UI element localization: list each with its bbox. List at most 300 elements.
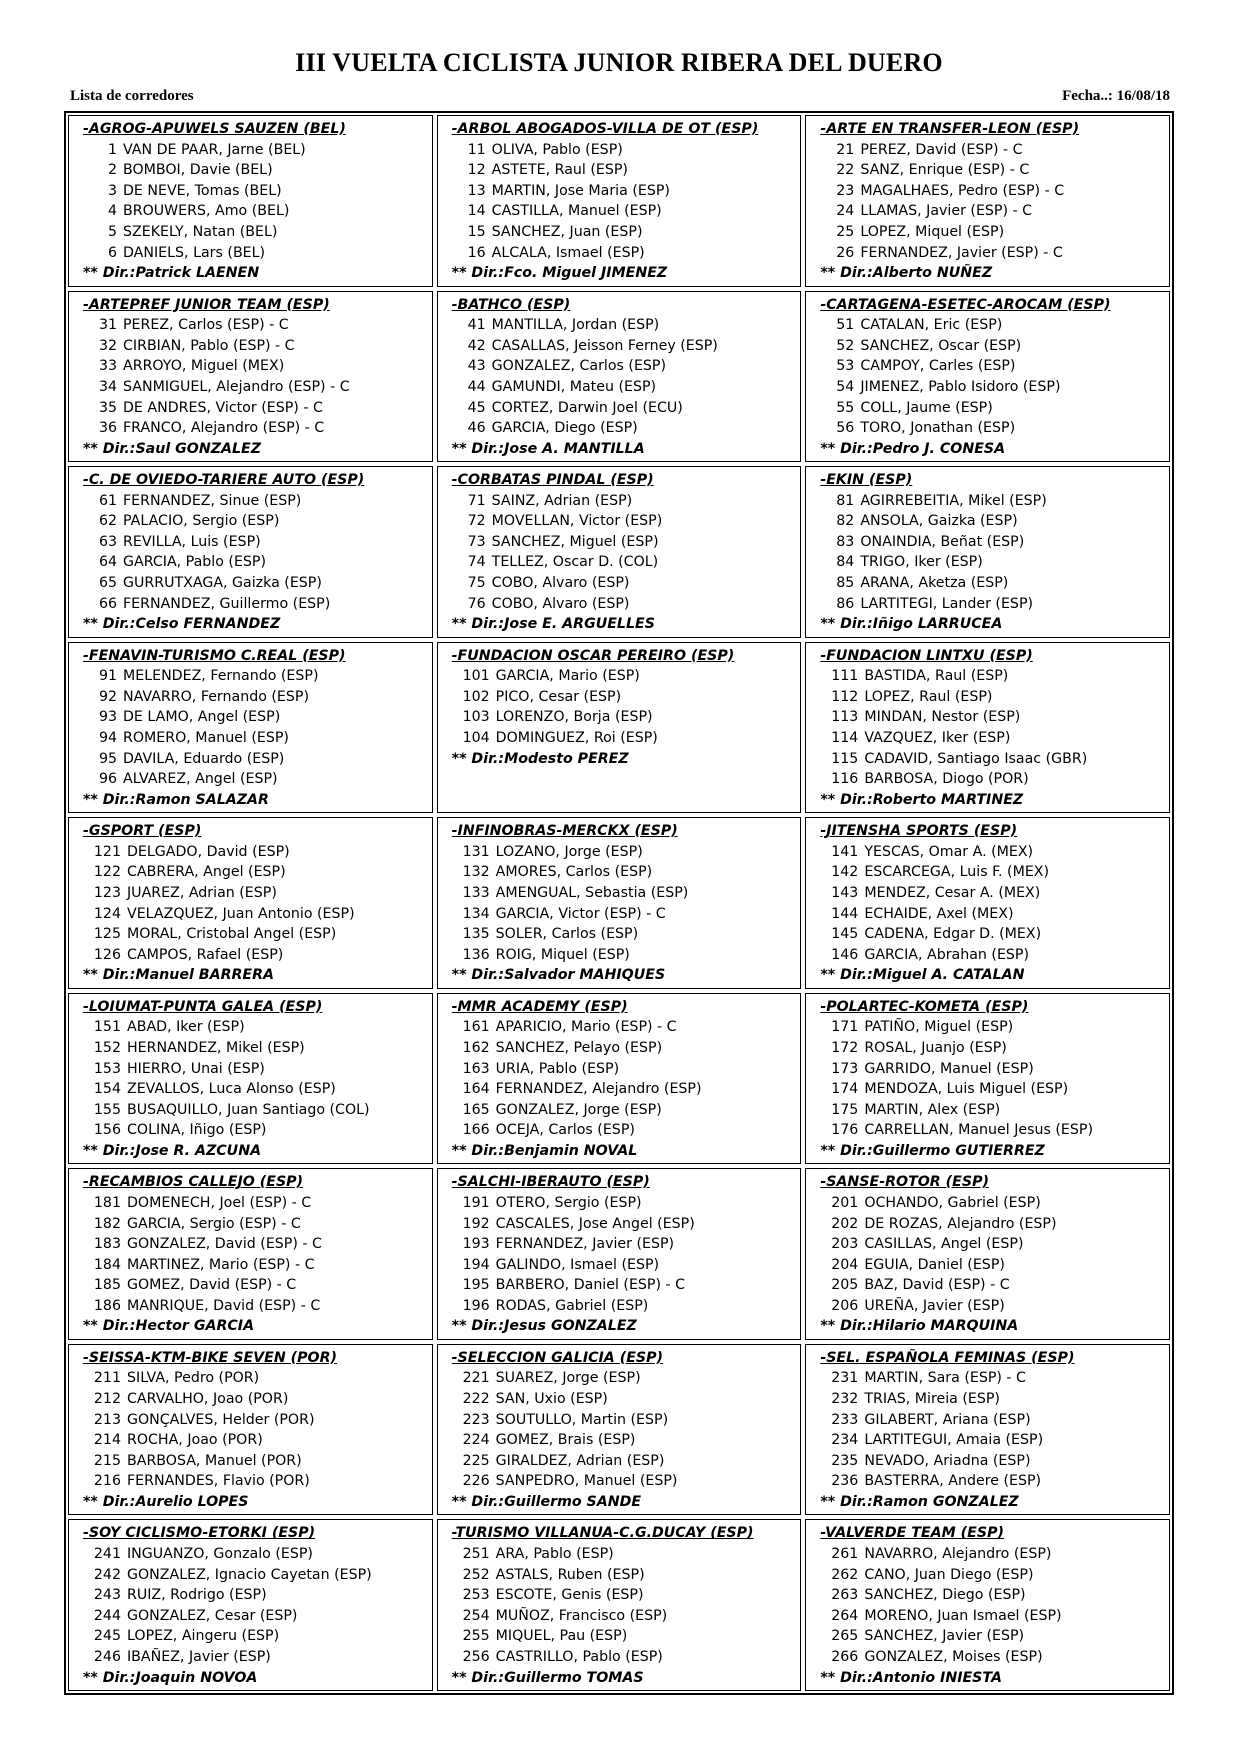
team-name: -INFINOBRAS-MERCKX (ESP) (451, 823, 678, 840)
rider-row (820, 1234, 1165, 1255)
team-block (437, 115, 802, 287)
rider-number: 196 (462, 1297, 490, 1314)
rider-name: ROIG, Miquel (ESP) (495, 946, 630, 963)
rider-number: 233 (831, 1411, 859, 1428)
rider-row (820, 1647, 1165, 1668)
rider-number: 25 (836, 223, 855, 240)
rider-name: ANSOLA, Gaizka (ESP) (860, 513, 1018, 530)
rider-name: TORO, Jonathan (ESP) (860, 420, 1016, 437)
team-name: -CARTAGENA-ESETEC-AROCAM (ESP) (820, 296, 1111, 313)
rider-row (83, 1389, 428, 1410)
rider-row (452, 315, 797, 336)
rider-number: 64 (98, 554, 117, 571)
team-director: ** Dir.:Iñigo LARRUCEA (820, 616, 1003, 633)
rider-name: LARTITEGI, Lander (ESP) (860, 595, 1034, 612)
team-block (437, 466, 802, 638)
team-name: -EKIN (ESP) (820, 472, 913, 489)
rider-number: 194 (462, 1256, 490, 1273)
rider-row (83, 1017, 428, 1038)
rider-number: 104 (462, 730, 490, 747)
team-director: ** Dir.:Ramon GONZALEZ (820, 1494, 1019, 1511)
rider-row (452, 222, 797, 243)
rider-number: 253 (462, 1587, 490, 1604)
rider-name: MIQUEL, Pau (ESP) (495, 1628, 628, 1645)
rider-number: 161 (462, 1019, 490, 1036)
team-block (805, 1519, 1170, 1691)
rider-row (83, 1585, 428, 1606)
rider-row (820, 356, 1165, 377)
rider-name: INGUANZO, Gonzalo (ESP) (127, 1546, 313, 1563)
rider-number: 241 (93, 1546, 121, 1563)
rider-number: 92 (98, 688, 117, 705)
team-name: -SEL. ESPAÑOLA FEMINAS (ESP) (820, 1349, 1075, 1366)
rider-row (820, 1120, 1165, 1141)
rider-row (452, 1120, 797, 1141)
rider-number: 114 (831, 730, 859, 747)
rider-name: GARRIDO, Manuel (ESP) (864, 1060, 1034, 1077)
rider-row (452, 862, 797, 883)
team-block (805, 642, 1170, 814)
rider-row (820, 573, 1165, 594)
rider-name: JUAREZ, Adrian (ESP) (127, 885, 277, 901)
team-director: ** Dir.:Aurelio LOPES (83, 1494, 249, 1511)
rider-row (83, 201, 428, 222)
rider-number: 51 (836, 317, 855, 334)
rider-name: SAN, Uxio (ESP) (495, 1391, 608, 1408)
rider-row (820, 140, 1165, 161)
rider-number: 81 (836, 492, 855, 509)
rider-row (83, 1275, 428, 1296)
rider-name: ASTETE, Raul (ESP) (491, 162, 628, 179)
rider-number: 3 (107, 182, 117, 199)
rider-name: ESCOTE, Genis (ESP) (495, 1587, 644, 1604)
rider-name: ARA, Pablo (ESP) (495, 1546, 614, 1563)
rider-name: HERNANDEZ, Mikel (ESP) (127, 1039, 305, 1056)
team-name: -POLARTEC-KOMETA (ESP) (820, 998, 1029, 1015)
rider-row (452, 1017, 797, 1038)
rider-row (820, 201, 1165, 222)
rider-name: BROUWERS, Amo (BEL) (123, 203, 290, 220)
rider-number: 232 (831, 1391, 859, 1408)
rider-name: RODAS, Gabriel (ESP) (495, 1297, 649, 1314)
team-director: ** Dir.:Miguel A. CATALAN (820, 967, 1025, 984)
rider-row (820, 1451, 1165, 1472)
rider-name: COLL, Jaume (ESP) (860, 399, 993, 416)
rider-row (820, 769, 1165, 790)
rider-name: DANIELS, Lars (BEL) (123, 244, 266, 261)
rider-row (452, 1059, 797, 1080)
rider-row (820, 1214, 1165, 1235)
rider-name: CABRERA, Angel (ESP) (127, 864, 286, 881)
rider-number: 201 (831, 1194, 859, 1211)
rider-number: 23 (836, 182, 855, 199)
rider-row (83, 707, 428, 728)
rider-name: NAVARRO, Alejandro (ESP) (864, 1546, 1052, 1563)
rider-name: LOPEZ, Raul (ESP) (864, 688, 993, 705)
rider-name: ALVAREZ, Angel (ESP) (123, 771, 278, 788)
rider-row (452, 842, 797, 863)
rider-number: 213 (93, 1411, 121, 1428)
rider-row (452, 491, 797, 512)
rider-row (820, 1471, 1165, 1492)
rider-number: 46 (467, 420, 486, 437)
rider-name: MARTIN, Jose Maria (ESP) (491, 182, 670, 199)
rider-row (83, 1626, 428, 1647)
rider-row (820, 1389, 1165, 1410)
rider-name: AMENGUAL, Sebastia (ESP) (495, 885, 689, 901)
rider-row (820, 666, 1165, 687)
rider-number: 33 (98, 358, 117, 375)
rider-row (83, 1296, 428, 1317)
rider-number: 255 (462, 1628, 490, 1645)
rider-row (452, 1214, 797, 1235)
rider-name: MANRIQUE, David (ESP) - C (127, 1297, 321, 1314)
rider-number: 251 (462, 1546, 490, 1563)
rider-name: BASTIDA, Raul (ESP) (864, 668, 1009, 685)
rider-number: 14 (467, 203, 486, 220)
rider-name: GILABERT, Ariana (ESP) (864, 1411, 1031, 1428)
rider-name: GONZALEZ, Jorge (ESP) (495, 1101, 662, 1118)
rider-number: 56 (836, 420, 855, 437)
rider-name: CORTEZ, Darwin Joel (ECU) (491, 399, 683, 416)
team-name: -SALCHI-IBERAUTO (ESP) (451, 1174, 650, 1191)
rider-name: RUIZ, Rodrigo (ESP) (127, 1587, 267, 1604)
rider-name: MENDEZ, Cesar A. (MEX) (864, 885, 1041, 901)
team-block (437, 291, 802, 463)
rider-row (820, 687, 1165, 708)
rider-number: 135 (462, 926, 490, 943)
rider-row (83, 1430, 428, 1451)
rider-name: MORAL, Cristobal Angel (ESP) (127, 926, 337, 943)
rider-row (452, 1565, 797, 1586)
rider-name: SAINZ, Adrian (ESP) (491, 492, 633, 509)
rider-name: PEREZ, Carlos (ESP) - C (123, 317, 289, 334)
rider-number: 6 (107, 244, 117, 261)
rider-row (452, 398, 797, 419)
rider-row (820, 1193, 1165, 1214)
rider-number: 65 (98, 575, 117, 592)
team-block (805, 466, 1170, 638)
rider-row (83, 842, 428, 863)
rider-name: TRIAS, Mireia (ESP) (864, 1391, 1000, 1408)
team-name: -FUNDACION OSCAR PEREIRO (ESP) (451, 647, 735, 664)
rider-number: 54 (836, 378, 855, 395)
rider-number: 211 (93, 1370, 121, 1387)
rider-row (820, 398, 1165, 419)
rider-row (83, 336, 428, 357)
rider-row (820, 377, 1165, 398)
rider-number: 152 (93, 1039, 121, 1056)
rider-name: MARTINEZ, Mario (ESP) - C (127, 1256, 315, 1273)
rider-row (452, 1255, 797, 1276)
rider-row (820, 336, 1165, 357)
rider-number: 126 (93, 946, 121, 963)
rider-row (820, 924, 1165, 945)
rider-row (83, 883, 428, 904)
rider-row (452, 1296, 797, 1317)
team-block (805, 817, 1170, 989)
rider-number: 113 (831, 709, 859, 726)
rider-number: 111 (831, 668, 859, 685)
rider-name: BUSAQUILLO, Juan Santiago (COL) (127, 1101, 370, 1118)
rider-number: 116 (831, 771, 859, 788)
team-block (68, 817, 433, 989)
team-block (805, 1168, 1170, 1340)
rider-number: 145 (831, 926, 859, 943)
rider-number: 242 (93, 1566, 121, 1583)
rider-row (820, 728, 1165, 749)
team-block (68, 993, 433, 1165)
team-director: ** Dir.:Guillermo GUTIERREZ (820, 1142, 1045, 1159)
rider-name: HIERRO, Unai (ESP) (127, 1060, 265, 1077)
rider-number: 235 (831, 1452, 859, 1469)
rider-number: 122 (93, 864, 121, 881)
rider-row (452, 532, 797, 553)
rider-name: MAGALHAES, Pedro (ESP) - C (860, 182, 1065, 199)
rider-number: 95 (98, 750, 117, 767)
team-director: ** Dir.:Saul GONZALEZ (83, 440, 262, 457)
rider-row (83, 222, 428, 243)
rider-number: 34 (98, 378, 117, 395)
rider-number: 133 (462, 885, 490, 901)
rider-number: 191 (462, 1194, 490, 1211)
rider-name: ESCARCEGA, Luis F. (MEX) (864, 864, 1050, 881)
rider-row (452, 1606, 797, 1627)
rider-number: 214 (93, 1432, 121, 1449)
rider-number: 4 (107, 203, 117, 220)
rider-row (83, 594, 428, 615)
rider-row (452, 511, 797, 532)
rider-name: GONZALEZ, David (ESP) - C (127, 1236, 322, 1253)
rider-row (820, 1255, 1165, 1276)
team-block (805, 993, 1170, 1165)
rider-number: 256 (462, 1649, 490, 1665)
rider-name: AGIRREBEITIA, Mikel (ESP) (860, 492, 1047, 509)
rider-number: 225 (462, 1452, 490, 1469)
date-label: Fecha..: 16/08/18 (1062, 88, 1170, 104)
team-name: -SELECCION GALICIA (ESP) (451, 1349, 663, 1366)
rider-name: CAMPOS, Rafael (ESP) (127, 946, 284, 963)
rider-number: 84 (836, 554, 855, 571)
rider-row (83, 1120, 428, 1141)
rider-number: 5 (107, 223, 117, 240)
rider-row (452, 687, 797, 708)
rider-row (820, 552, 1165, 573)
rider-row (820, 904, 1165, 925)
rider-name: VAN DE PAAR, Jarne (BEL) (123, 141, 306, 158)
team-block (805, 1344, 1170, 1516)
rider-row (820, 862, 1165, 883)
rider-name: EGUIA, Daniel (ESP) (864, 1256, 1005, 1273)
rider-number: 53 (836, 358, 855, 375)
rider-number: 21 (836, 141, 855, 158)
rider-number: 35 (98, 399, 117, 416)
rider-row (83, 1565, 428, 1586)
rider-number: 215 (93, 1452, 121, 1469)
rider-number: 262 (831, 1566, 859, 1583)
rider-name: DOMINGUEZ, Roi (ESP) (495, 730, 658, 747)
rider-number: 261 (831, 1546, 859, 1563)
rider-row (452, 594, 797, 615)
rider-name: SANCHEZ, Oscar (ESP) (860, 337, 1022, 354)
rider-name: CASTILLA, Manuel (ESP) (491, 203, 662, 220)
rider-name: MUÑOZ, Francisco (ESP) (495, 1607, 668, 1624)
rider-name: NEVADO, Ariadna (ESP) (864, 1452, 1031, 1469)
rider-name: GARCIA, Diego (ESP) (491, 420, 638, 437)
team-name: -C. DE OVIEDO-TARIERE AUTO (ESP) (83, 472, 365, 489)
rider-number: 231 (831, 1370, 859, 1387)
rider-name: GONZALEZ, Cesar (ESP) (127, 1607, 298, 1624)
rider-number: 31 (98, 317, 117, 334)
rider-name: ROCHA, Joao (POR) (127, 1432, 263, 1449)
team-name: -SOY CICLISMO-ETORKI (ESP) (83, 1525, 316, 1542)
rider-number: 185 (93, 1277, 121, 1294)
team-name: -VALVERDE TEAM (ESP) (820, 1525, 1004, 1542)
rider-name: MENDOZA, Luis Miguel (ESP) (864, 1081, 1069, 1098)
rider-number: 263 (831, 1587, 859, 1604)
team-director: ** Dir.:Antonio INIESTA (820, 1669, 1002, 1686)
rider-row (83, 1368, 428, 1389)
rider-row (820, 707, 1165, 728)
rider-name: OCEJA, Carlos (ESP) (495, 1122, 635, 1139)
rider-number: 36 (98, 420, 117, 437)
team-director: ** Dir.:Patrick LAENEN (83, 265, 260, 282)
rider-name: CIRBIAN, Pablo (ESP) - C (123, 337, 295, 354)
rider-row (83, 1544, 428, 1565)
rider-number: 44 (467, 378, 486, 395)
rider-row (83, 1255, 428, 1276)
rider-row (820, 1296, 1165, 1317)
rider-number: 153 (93, 1060, 121, 1077)
rider-name: GARCIA, Pablo (ESP) (123, 554, 267, 571)
rider-name: MOVELLAN, Victor (ESP) (491, 513, 663, 530)
rider-name: MARTIN, Sara (ESP) - C (864, 1370, 1026, 1387)
rider-number: 193 (462, 1236, 490, 1253)
rider-name: DELGADO, David (ESP) (127, 843, 290, 860)
rider-number: 131 (462, 843, 490, 860)
rider-row (820, 1059, 1165, 1080)
rider-row (452, 883, 797, 904)
rider-name: SANCHEZ, Juan (ESP) (491, 223, 643, 240)
rider-name: FERNANDEZ, Javier (ESP) (495, 1236, 675, 1253)
rider-row (452, 1389, 797, 1410)
team-name: -TURISMO VILLANUA-C.G.DUCAY (ESP) (451, 1525, 754, 1542)
rider-name: MORENO, Juan Ismael (ESP) (864, 1607, 1062, 1624)
rider-row (83, 769, 428, 790)
rider-name: GONZALEZ, Moises (ESP) (864, 1649, 1043, 1665)
rider-number: 141 (831, 843, 859, 860)
rider-name: REVILLA, Luis (ESP) (123, 533, 261, 550)
rider-name: TELLEZ, Oscar D. (COL) (491, 554, 659, 571)
rider-number: 124 (93, 905, 121, 922)
rider-row (820, 181, 1165, 202)
rider-number: 76 (467, 595, 486, 612)
rider-name: DOMENECH, Joel (ESP) - C (127, 1194, 312, 1211)
rider-row (452, 1234, 797, 1255)
team-block (68, 466, 433, 638)
rider-row (83, 377, 428, 398)
rider-row (83, 243, 428, 264)
rider-name: CADENA, Edgar D. (MEX) (864, 926, 1042, 943)
team-director: ** Dir.:Celso FERNANDEZ (83, 616, 281, 633)
rider-row (83, 1038, 428, 1059)
rider-row (452, 666, 797, 687)
rider-row (820, 1410, 1165, 1431)
rider-name: AMORES, Carlos (ESP) (495, 864, 653, 881)
rider-name: GOMEZ, Brais (ESP) (495, 1432, 636, 1449)
rider-name: SOLER, Carlos (ESP) (495, 926, 639, 943)
rider-row (452, 181, 797, 202)
rider-name: LOPEZ, Miquel (ESP) (860, 223, 1005, 240)
team-name: -JITENSHA SPORTS (ESP) (820, 823, 1018, 840)
rider-name: CARVALHO, Joao (POR) (127, 1391, 289, 1408)
rider-name: ONAINDIA, Beñat (ESP) (860, 533, 1025, 550)
team-block (437, 1168, 802, 1340)
team-director: ** Dir.:Jose R. AZCUNA (83, 1142, 262, 1159)
rider-name: DE ROZAS, Alejandro (ESP) (864, 1215, 1057, 1232)
rider-name: SILVA, Pedro (POR) (127, 1370, 260, 1387)
rider-number: 132 (462, 864, 490, 881)
rider-row (820, 1017, 1165, 1038)
team-name: -SANSE-ROTOR (ESP) (820, 1174, 989, 1191)
rider-row (83, 1647, 428, 1668)
rider-name: GAMUNDI, Mateu (ESP) (491, 378, 657, 395)
rider-number: 93 (98, 709, 117, 726)
rider-number: 43 (467, 358, 486, 375)
rider-number: 134 (462, 905, 490, 922)
rider-number: 163 (462, 1060, 490, 1077)
rider-row (83, 945, 428, 966)
team-block (437, 993, 802, 1165)
rider-name: PICO, Cesar (ESP) (495, 688, 622, 705)
rider-number: 151 (93, 1019, 121, 1036)
rider-name: LARTITEGUI, Amaia (ESP) (864, 1432, 1044, 1449)
rider-row (452, 356, 797, 377)
rider-number: 144 (831, 905, 859, 922)
rider-row (820, 1565, 1165, 1586)
rider-name: CADAVID, Santiago Isaac (GBR) (864, 750, 1088, 767)
rider-row (83, 181, 428, 202)
rider-name: FERNANDES, Flavio (POR) (127, 1473, 310, 1490)
rider-name: IBAÑEZ, Javier (ESP) (127, 1649, 271, 1665)
rider-row (820, 1079, 1165, 1100)
rider-row (83, 862, 428, 883)
rider-name: SANZ, Enrique (ESP) - C (860, 162, 1030, 179)
rider-number: 184 (93, 1256, 121, 1273)
rider-number: 216 (93, 1473, 121, 1490)
rider-name: CARRELLAN, Manuel Jesus (ESP) (864, 1122, 1093, 1139)
rider-name: CASALLAS, Jeisson Ferney (ESP) (491, 337, 718, 354)
rider-name: MANTILLA, Jordan (ESP) (491, 317, 660, 334)
rider-number: 11 (467, 141, 486, 158)
team-name: -SEISSA-KTM-BIKE SEVEN (POR) (83, 1349, 338, 1366)
rider-number: 205 (831, 1277, 859, 1294)
rider-row (820, 160, 1165, 181)
rider-row (83, 573, 428, 594)
team-block (805, 291, 1170, 463)
team-block (437, 642, 802, 814)
rider-name: ALCALA, Ismael (ESP) (491, 244, 645, 261)
team-director: ** Dir.:Pedro J. CONESA (820, 440, 1006, 457)
rider-row (820, 749, 1165, 770)
rider-name: ZEVALLOS, Luca Alonso (ESP) (127, 1081, 336, 1098)
rider-number: 182 (93, 1215, 121, 1232)
rider-number: 12 (467, 162, 486, 179)
team-block (437, 1344, 802, 1516)
rider-name: PEREZ, David (ESP) - C (860, 141, 1023, 158)
rider-number: 195 (462, 1277, 490, 1294)
rider-row (83, 356, 428, 377)
